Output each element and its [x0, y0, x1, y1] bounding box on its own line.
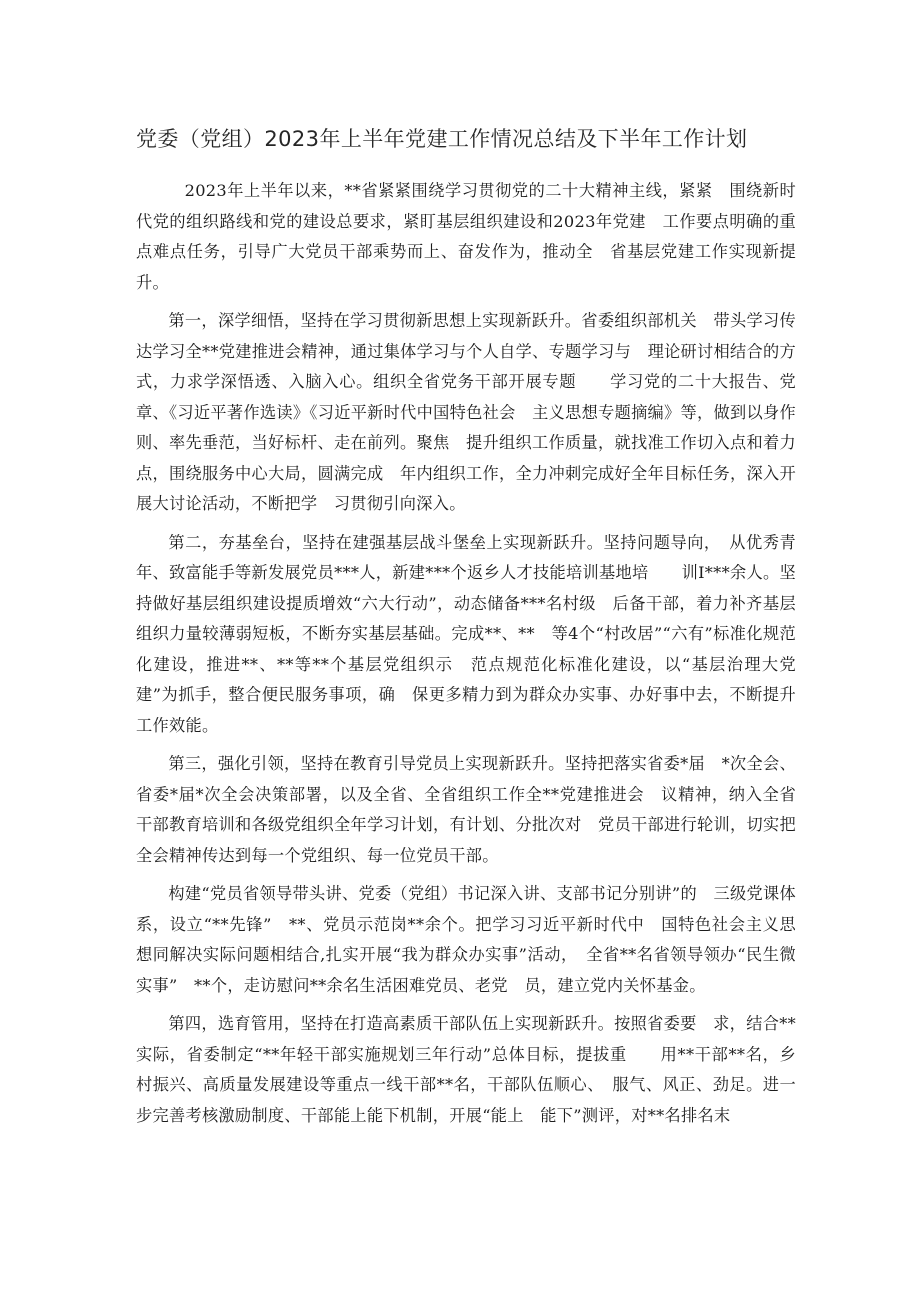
- paragraph-intro: 2023年上半年以来，**省紧紧围绕学习贯彻党的二十大精神主线，紧紧 围绕新时代党的组织路线和党的建设总要求，紧盯基层组织建设和2023年党建 工作要点明确的重点难点任务，引导广大党员干部乘势而上、奋发作为，推动全 省基层党建工作实现新提升。: [136, 181, 796, 292]
- paragraph-party-lecture: 构建“党员省领导带头讲、党委（党组）书记深入讲、支部书记分别讲”的 三级党课体系，设立“**先锋” **、党员示范岗**余个。把学习习近平新时代中 国特色社会主义思想同解决实际问题相结合,扎实开展“我为群众办实事”活动， 全省**名省领导领办“民生微实事” **个，走访慰问**余名生活困难党员、老党 员，建立党内关怀基金。: [136, 884, 796, 995]
- paragraph-guidance: 第三，强化引领，坚持在教育引导党员上实现新跃升。坚持把落实省委*届 *次全会、省委*届*次全会决策部署，以及全省、全省组织工作全**党建推进会 议精神，纳入全省干部教育培训和各级党组织全年学习计划，有计划、分批次对 党员干部进行轮训，切实把全会精神传达到每一个党组织、每一位党员干部。: [136, 754, 796, 865]
- document-body: [136, 176, 796, 1139]
- paragraph-cadre: 第四，选育管用，坚持在打造高素质干部队伍上实现新跃升。按照省委要 求，结合**实际，省委制定“**年轻干部实施规划三年行动”总体目标，提拔重 用**干部**名，乡村振兴、高质量发展建设等重点一线干部**名，干部队伍顺心、 服气、风正、劲足。进一步完善考核激励制度、干部能上能下机制，开展“能上 能下”测评，对**名排名末: [136, 1014, 796, 1125]
- paragraph-study: 第一，深学细悟，坚持在学习贯彻新思想上实现新跃升。省委组织部机关 带头学习传达学习全**党建推进会精神，通过集体学习与个人自学、专题学习与 理论研讨相结合的方式，力求学深悟透、入脑入心。组织全省党务干部开展专题 学习党的二十大报告、党章、《习近平著作选读》《习近平新时代中国特色社会 主义思想专题摘编》等，做到以身作则、率先垂范，当好标杆、走在前列。聚焦 提升组织工作质量，就找准工作切入点和着力点，围绕服务中心大局，圆满完成 年内组织工作，全力冲刺完成好全年目标任务，深入开展大讨论活动，不断把学 习贯彻引向深入。: [136, 311, 796, 513]
- paragraph-grassroots: 第二，夯基垒台，坚持在建强基层战斗堡垒上实现新跃升。坚持问题导向， 从优秀青年、致富能手等新发展党员***人，新建***个返乡人才技能培训基地培 训I***余人。坚持做好基层组织建设提质增效“六大行动”，动态储备***名村级 后备干部，着力补齐基层组织力量较薄弱短板，不断夯实基层基础。完成**、** 等4个“村改居”“六有”标准化规范化建设，推进**、**等**个基层党组织示 范点规范化标准化建设，以“基层治理大党建”为抓手，整合便民服务事项，确 保更多精力到为群众办实事、办好事中去，不断提升工作效能。: [136, 532, 796, 735]
- document-title: 党委（党组）2023年上半年党建工作情况总结及下半年工作计划: [136, 127, 748, 151]
